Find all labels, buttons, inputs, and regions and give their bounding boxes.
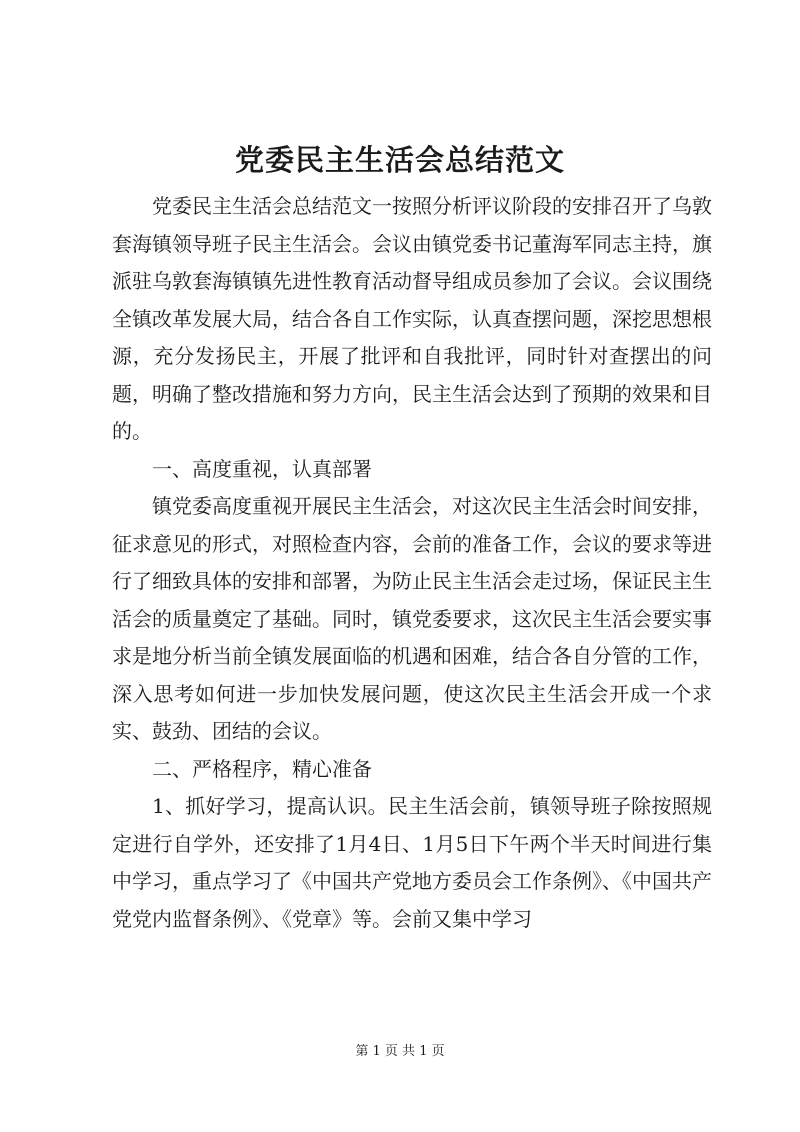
section-heading-1: 一、高度重视，认真部署 bbox=[152, 456, 372, 481]
paragraph-intro: 党委民主生活会总结范文一按照分析评议阶段的安排召开了乌敦套海镇领导班子民主生活会。会议由镇党委书记董海军同志主持，旗派驻乌敦套海镇镇先进性教育活动督导组成员参加了会议。会议围绕全镇改革发展大局，结合各自工作实际，认真查摆问题，深挖思想根源，充分发扬民主，开展了批评和自我批评，同时针对查摆出的问题，明确了整改措施和努力方向，民主生活会达到了预期的效果和目的。 bbox=[112, 194, 712, 443]
section-heading-2: 二、严格程序，精心准备 bbox=[152, 756, 372, 781]
page-number-footer: 第 1 页 共 1 页 bbox=[355, 1044, 445, 1059]
document-body bbox=[112, 188, 712, 938]
document-title: 党委民主生活会总结范文 bbox=[234, 143, 565, 177]
paragraph-section-1: 镇党委高度重视开展民主生活会，对这次民主生活会时间安排，征求意见的形式，对照检查内容，会前的准备工作，会议的要求等进行了细致具体的安排和部署，为防止民主生活会走过场，保证民主生活会的质量奠定了基础。同时，镇党委要求，这次民主生活会要实事求是地分析当前全镇发展面临的机遇和困难，结合各自分管的工作，深入思考如何进一步加快发展问题，使这次民主生活会开成一个求实、鼓劲、团结的会议。 bbox=[112, 494, 712, 743]
paragraph-section-2-item-1: 1、抓好学习，提高认识。民主生活会前，镇领导班子除按照规定进行自学外，还安排了1月4日、1月5日下午两个半天时间进行集中学习，重点学习了《中国共产党地方委员会工作条例》、《中国共产党党内监督条例》、《党章》等。会前又集中学习 bbox=[112, 794, 712, 931]
